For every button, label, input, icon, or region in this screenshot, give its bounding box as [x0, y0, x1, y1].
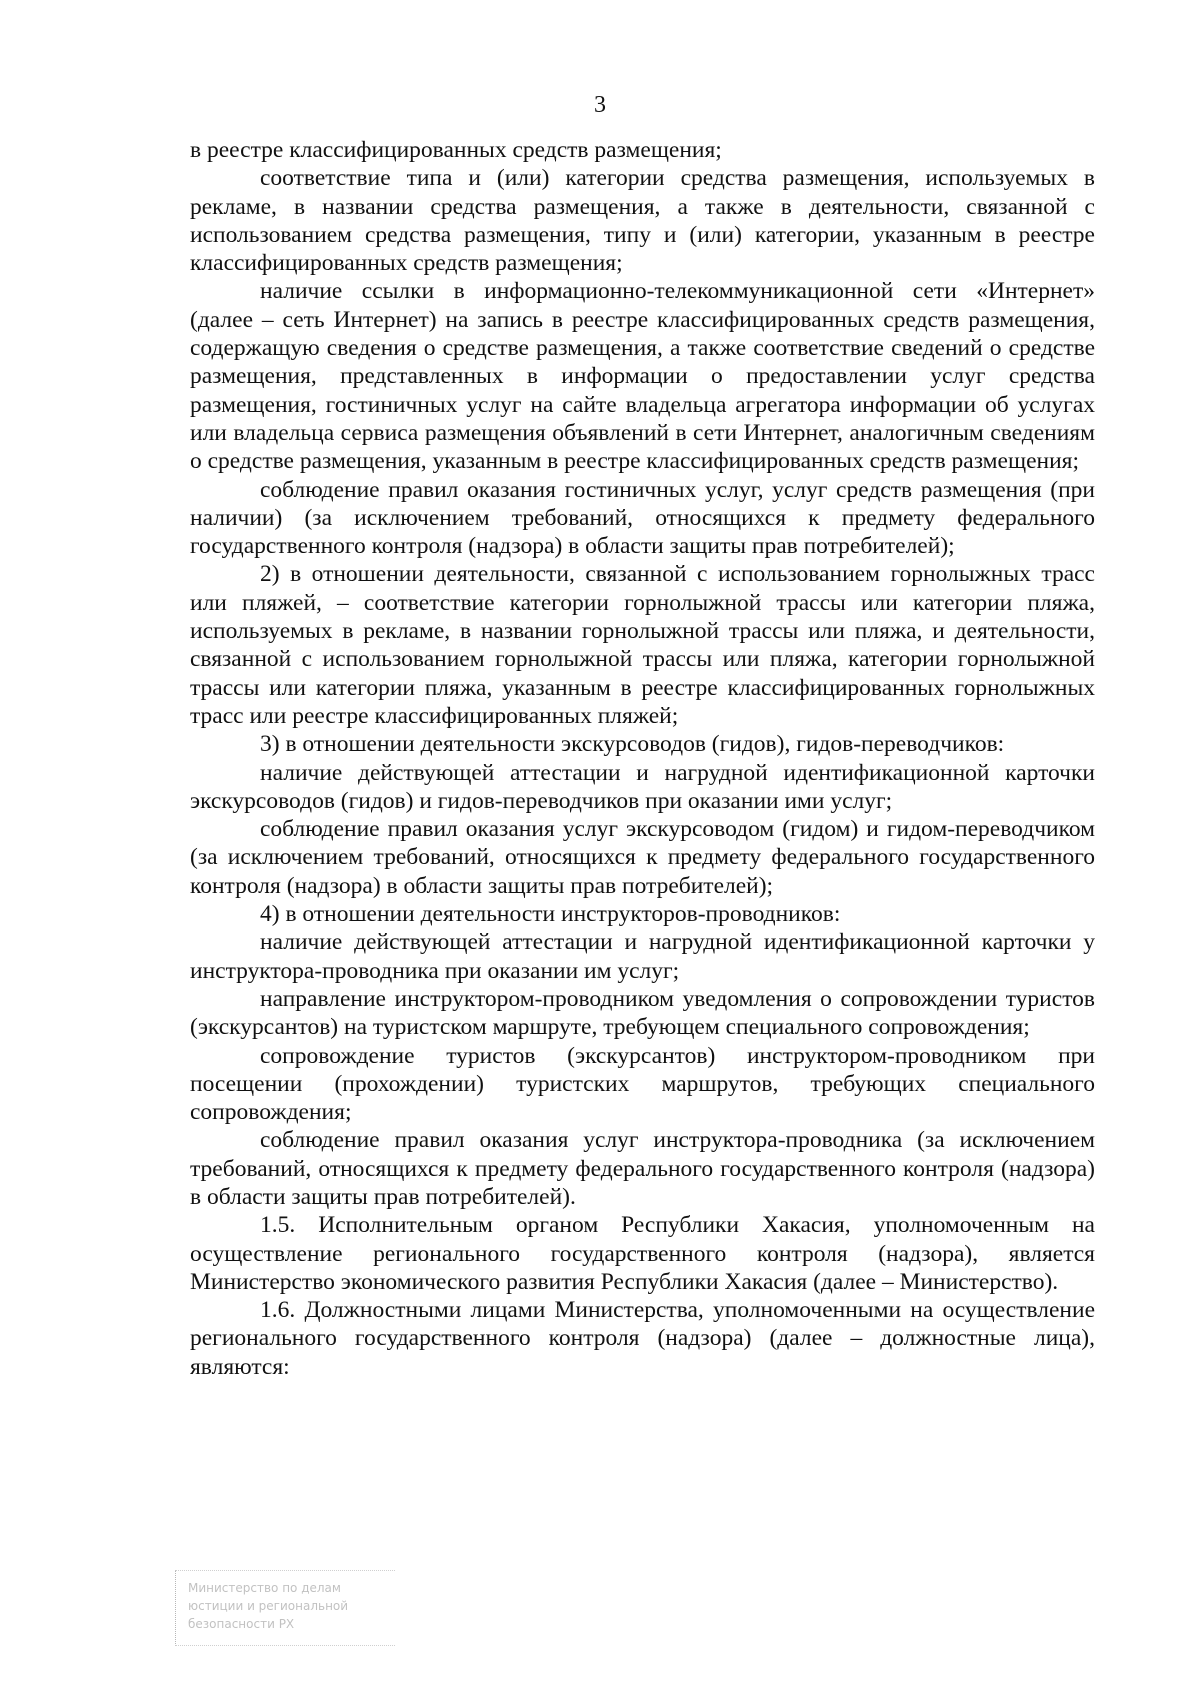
paragraph: 2) в отношении деятельности, связанной с использованием горнолыжных трасс или пляжей, – соответствие категории горнолыжной трассы или категории пляжа, используемых в рекламе, в названии горнолыжной трассы или пляжа, и деятельности, связанной с использованием горнолыжной трассы или пляжа, категории горнолыжной трассы или категории пляжа, указанным в реестре классифицированных горнолыжных трасс или реестре классифицированных пляжей; — [190, 561, 1095, 729]
paragraph: соблюдение правил оказания услуг экскурсоводом (гидом) и гидом-переводчиком (за исключением требований, относящихся к предмету федерального государственного контроля (надзора) в области защиты прав потребителей); — [190, 816, 1095, 899]
paragraph-continuation: в реестре классифицированных средств размещения; — [190, 137, 722, 163]
paragraph: наличие действующей аттестации и нагрудной идентификационной карточки у инструктора-проводника при оказании им услуг; — [190, 929, 1095, 984]
stamp-line: безопасности РХ — [188, 1617, 295, 1631]
paragraph: 3) в отношении деятельности экскурсоводов (гидов), гидов-переводчиков: — [260, 731, 1005, 758]
paragraph: наличие ссылки в информационно-телекоммуникационной сети «Интернет» (далее – сеть Интернет) на запись в реестре классифицированных средств размещения, содержащую сведения о средстве размещения, а также соответствие сведений о средстве размещения, представленных в информации о предоставлении услуг средства размещения, гостиничных услуг на сайте владельца агрегатора информации об услугах или владельца сервиса размещения объявлений в сети Интернет, аналогичным сведениям о средстве размещения, указанным в реестре классифицированных средств размещения; — [190, 278, 1095, 475]
paragraph: соблюдение правил оказания услуг инструктора-проводника (за исключением требований, относящихся к предмету федерального государственного контроля (надзора) в области защиты прав потребителей). — [190, 1127, 1095, 1210]
paragraph: сопровождение туристов (экскурсантов) инструктором-проводником при посещении (прохождении) туристских маршрутов, требующих специального сопровождения; — [190, 1042, 1095, 1126]
paragraph: направление инструктором-проводником уведомления о сопровождении туристов (экскурсантов) на туристском маршруте, требующем специального сопровождения; — [190, 985, 1095, 1041]
paragraph: соответствие типа и (или) категории средства размещения, используемых в рекламе, в названии средства размещения, а также в деятельности, связанной с использованием средства размещения, типу и (или) категории, указанным в реестре классифицированных средств размещения; — [190, 165, 1095, 277]
stamp-line: Министерство по делам — [188, 1581, 341, 1595]
stamp-line: юстиции и региональной — [188, 1599, 349, 1613]
paragraph: соблюдение правил оказания гостиничных услуг, услуг средств размещения (при наличии) (за исключением требований, относящихся к предмету федерального государственного контроля (надзора) в области защиты прав потребителей); — [190, 476, 1095, 560]
page-number: 3 — [594, 92, 606, 118]
registration-stamp — [175, 1570, 395, 1646]
paragraph: 1.6. Должностными лицами Министерства, уполномоченными на осуществление регионального государственного контроля (надзора) (далее – должностные лица), являются: — [190, 1297, 1095, 1380]
paragraph: 1.5. Исполнительным органом Республики Хакасия, уполномоченным на осуществление регионального государственного контроля (надзора), является Министерство экономического развития Республики Хакасия (далее – Министерство). — [190, 1212, 1095, 1295]
paragraph: наличие действующей аттестации и нагрудной идентификационной карточки экскурсоводов (гидов) и гидов-переводчиков при оказании ими услуг; — [190, 759, 1095, 814]
paragraph: 4) в отношении деятельности инструкторов-проводников: — [260, 901, 841, 928]
document-body — [190, 136, 1095, 1381]
